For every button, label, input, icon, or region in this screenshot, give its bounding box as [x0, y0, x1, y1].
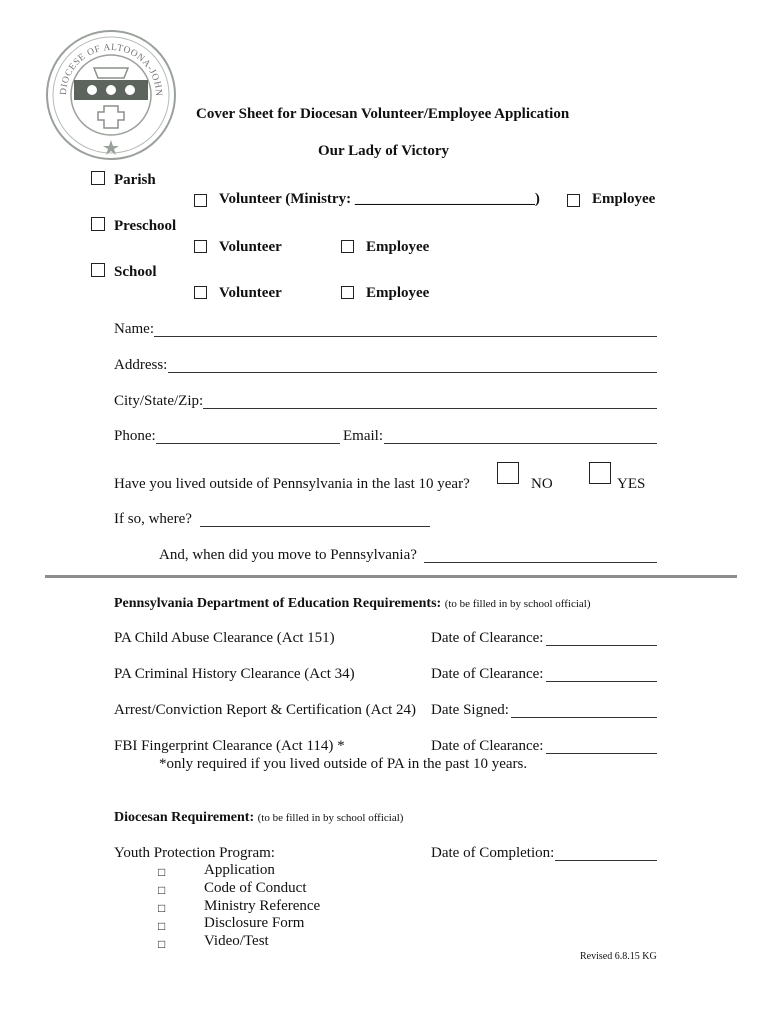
youth-protection-label: Youth Protection Program: — [114, 845, 275, 861]
pde-heading — [114, 596, 591, 612]
parish-volunteer-ministry-label: Volunteer (Ministry: ________________________) — [219, 191, 540, 207]
email-field[interactable] — [384, 443, 657, 444]
parish-checkbox[interactable] — [91, 171, 105, 185]
name-label: Name: — [114, 321, 154, 337]
pde-heading-title: Pennsylvania Department of Education Requirements: — [114, 596, 442, 611]
item-label: Ministry Reference — [204, 898, 321, 914]
when-moved-label: And, when did you move to Pennsylvania? — [159, 547, 417, 563]
when-moved-field[interactable] — [424, 562, 657, 563]
item-checkbox[interactable]: □ — [158, 937, 166, 951]
preschool-label: Preschool — [114, 218, 177, 234]
if-so-where-label: If so, where? — [114, 511, 192, 527]
email-label: Email: — [343, 428, 383, 444]
phone-field[interactable] — [156, 443, 340, 444]
item-checkbox[interactable]: □ — [158, 865, 166, 879]
diocesan-heading — [114, 810, 403, 826]
arrest-report-date-field[interactable] — [511, 717, 657, 718]
yes-checkbox[interactable] — [589, 462, 611, 484]
pde-row-label: Arrest/Conviction Report & Certification (Act 24) — [114, 702, 417, 718]
pde-row-date-label: Date Signed: — [431, 702, 509, 718]
phone-label: Phone: — [114, 428, 156, 444]
city-state-zip-field[interactable] — [203, 408, 657, 409]
address-field[interactable] — [168, 372, 657, 373]
item-label: Disclosure Form — [204, 915, 305, 931]
address-label: Address: — [114, 357, 168, 373]
parish-volunteer-checkbox[interactable] — [194, 194, 207, 207]
pde-row-date-label: Date of Clearance: — [431, 630, 544, 646]
item-checkbox[interactable]: □ — [158, 901, 166, 915]
pde-row-date-label: Date of Clearance: — [431, 666, 544, 682]
parish-employee-label: Employee — [592, 191, 656, 207]
section-divider — [45, 575, 737, 578]
no-label: NO — [531, 476, 553, 492]
where-field[interactable] — [200, 526, 430, 527]
lived-outside-question: Have you lived outside of Pennsylvania in the last 10 year? — [114, 476, 470, 492]
pde-row-label: FBI Fingerprint Clearance (Act 114) * — [114, 738, 345, 754]
item-label: Video/Test — [204, 933, 269, 949]
school-volunteer-checkbox[interactable] — [194, 286, 207, 299]
pde-row-date-label: Date of Clearance: — [431, 738, 544, 754]
pde-row-label: PA Criminal History Clearance (Act 34) — [114, 666, 355, 682]
school-employee-label: Employee — [366, 285, 430, 301]
seal-text: DIOCESE OF ALTOONA-JOHN — [58, 42, 164, 97]
preschool-employee-checkbox[interactable] — [341, 240, 354, 253]
revision-note: Revised 6.8.15 KG — [580, 951, 657, 962]
item-checkbox[interactable]: □ — [158, 883, 166, 897]
parish-label: Parish — [114, 172, 156, 188]
preschool-employee-label: Employee — [366, 239, 430, 255]
pde-row-label: PA Child Abuse Clearance (Act 151) — [114, 630, 335, 646]
yes-label: YES — [617, 476, 646, 492]
criminal-history-date-field[interactable] — [546, 681, 657, 682]
pde-heading-note: (to be filled in by school official) — [444, 598, 591, 610]
no-checkbox[interactable] — [497, 462, 519, 484]
parish-name: Our Lady of Victory — [318, 143, 449, 159]
school-volunteer-label: Volunteer — [219, 285, 282, 301]
parish-employee-checkbox[interactable] — [567, 194, 580, 207]
preschool-volunteer-checkbox[interactable] — [194, 240, 207, 253]
item-label: Application — [204, 862, 275, 878]
item-checkbox[interactable]: □ — [158, 919, 166, 933]
completion-date-field[interactable] — [555, 860, 657, 861]
name-field[interactable] — [154, 336, 657, 337]
fbi-fingerprint-date-field[interactable] — [546, 753, 657, 754]
school-employee-checkbox[interactable] — [341, 286, 354, 299]
school-label: School — [114, 264, 157, 280]
school-checkbox[interactable] — [91, 263, 105, 277]
diocese-seal — [44, 28, 178, 162]
completion-date-label: Date of Completion: — [431, 845, 555, 861]
diocesan-heading-note: (to be filled in by school official) — [257, 812, 404, 824]
pde-footnote: *only required if you lived outside of PA in the past 10 years. — [159, 756, 528, 772]
preschool-volunteer-label: Volunteer — [219, 239, 282, 255]
preschool-checkbox[interactable] — [91, 217, 105, 231]
page-title: Cover Sheet for Diocesan Volunteer/Employee Application — [196, 106, 570, 122]
item-label: Code of Conduct — [204, 880, 307, 896]
city-state-zip-label: City/State/Zip: — [114, 393, 204, 409]
diocesan-heading-title: Diocesan Requirement: — [114, 810, 255, 825]
child-abuse-date-field[interactable] — [546, 645, 657, 646]
